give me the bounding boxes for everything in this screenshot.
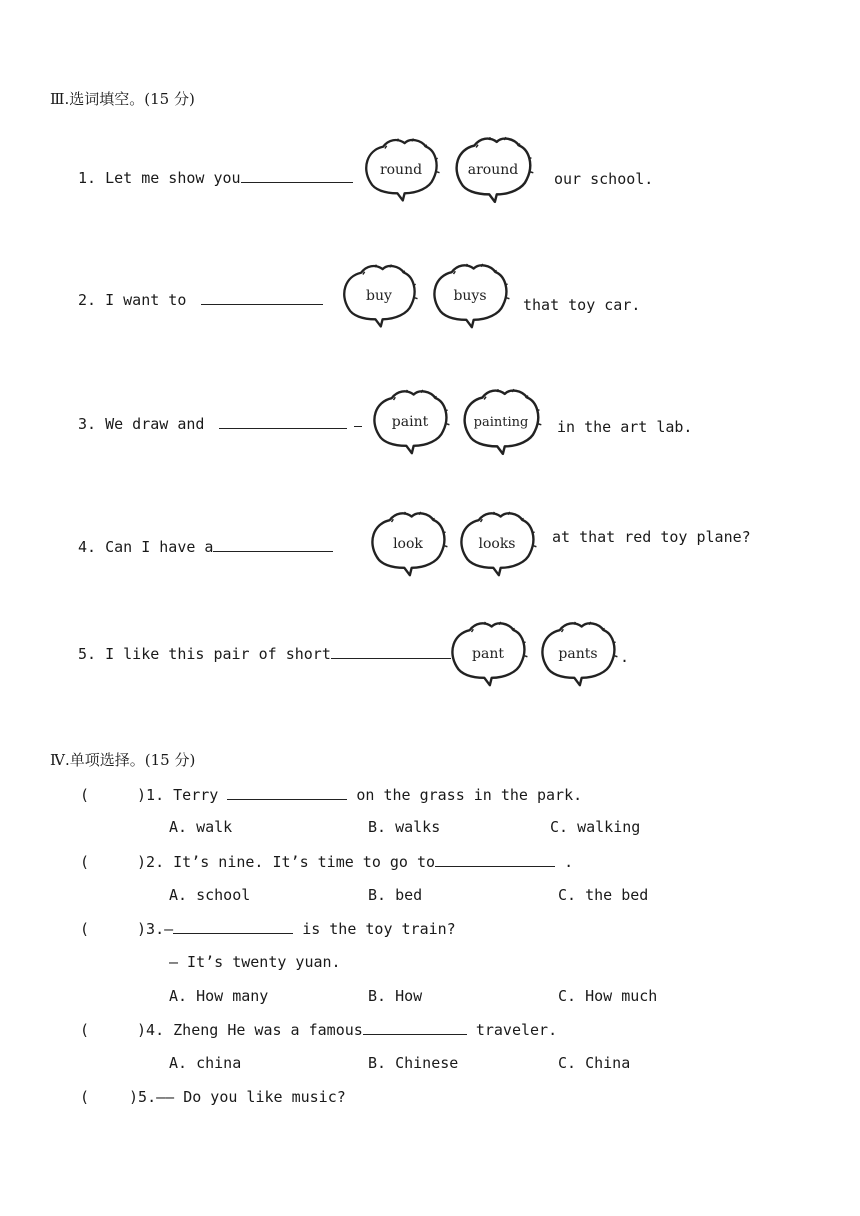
stem-before: It’s nine. It’s time to go to: [173, 853, 436, 871]
q2-option-c[interactable]: C. the bed: [558, 886, 649, 904]
answer-slot[interactable]: [89, 853, 137, 867]
paren-open: (: [80, 920, 90, 938]
paren-open: (: [80, 1088, 90, 1106]
paren-open: (: [80, 853, 90, 871]
option-label: buy: [366, 288, 392, 304]
question-number: )2.: [137, 853, 165, 871]
option-label: around: [467, 162, 519, 178]
q1-option-b[interactable]: B. walks: [368, 818, 441, 836]
fill-item-4: [78, 537, 333, 556]
q3-option-c[interactable]: C. How much: [558, 987, 658, 1005]
answer-slot[interactable]: [89, 920, 137, 934]
leaf-option-paint[interactable]: [366, 386, 454, 458]
q4-option-a[interactable]: A. china: [169, 1054, 242, 1072]
leaf-option-buy[interactable]: [336, 260, 422, 332]
option-label: look: [393, 536, 423, 552]
leaf-option-round[interactable]: [358, 134, 444, 206]
item-2-text: 2. I want to: [78, 291, 187, 309]
stem-blank[interactable]: [173, 919, 293, 934]
item-2-blank[interactable]: [201, 290, 323, 305]
item-5-after: .: [620, 648, 630, 666]
item-4-text: 4. Can I have a: [78, 538, 214, 556]
section-4-title: Ⅳ.单项选择。(15 分): [50, 751, 196, 769]
mc-question-2: [80, 852, 573, 871]
q3-reply: — It’s twenty yuan.: [169, 953, 341, 971]
mc-question-1: [80, 785, 582, 804]
stem-blank[interactable]: [435, 852, 555, 867]
item-1-text: 1. Let me show you: [78, 169, 241, 187]
leaf-option-pant[interactable]: [444, 618, 532, 690]
option-label: looks: [478, 536, 516, 552]
paren-open: (: [80, 786, 90, 804]
option-label: paint: [391, 414, 429, 430]
q1-option-c[interactable]: C. walking: [550, 818, 641, 836]
q2-option-b[interactable]: B. bed: [368, 886, 423, 904]
option-label: pant: [472, 646, 504, 662]
leaf-option-look[interactable]: [364, 508, 452, 580]
q2-option-a[interactable]: A. school: [169, 886, 251, 904]
answer-slot[interactable]: [89, 1088, 129, 1102]
option-label: pants: [558, 646, 598, 662]
mc-question-3: [80, 919, 456, 938]
answer-slot[interactable]: [89, 786, 137, 800]
leaf-option-painting[interactable]: [456, 386, 546, 458]
mc-question-5: [80, 1088, 346, 1106]
fill-item-2: [78, 290, 323, 309]
question-number: )5.——: [129, 1088, 175, 1106]
q3-option-a[interactable]: A. How many: [169, 987, 269, 1005]
option-label: round: [379, 162, 423, 178]
item-4-after: at that red toy plane?: [552, 528, 751, 546]
leaf-option-buys[interactable]: [426, 260, 514, 332]
q4-option-b[interactable]: B. Chinese: [368, 1054, 459, 1072]
item-5-blank[interactable]: [331, 644, 451, 659]
item-1-blank[interactable]: [241, 168, 353, 183]
paren-open: (: [80, 1021, 90, 1039]
item-3-blank[interactable]: [219, 414, 347, 429]
stem-after: on the grass in the park.: [356, 786, 583, 804]
stem-after: .: [564, 853, 574, 871]
question-number: )4.: [137, 1021, 165, 1039]
stem-before: Zheng He was a famous: [173, 1021, 363, 1039]
q4-option-c[interactable]: C. China: [558, 1054, 631, 1072]
stem-after: is the toy train?: [302, 920, 456, 938]
item-1-after: our school.: [554, 170, 654, 188]
stem-after: traveler.: [475, 1021, 558, 1039]
stem-blank[interactable]: [363, 1020, 467, 1035]
item-4-blank[interactable]: [213, 537, 333, 552]
q1-option-a[interactable]: A. walk: [169, 818, 233, 836]
leaf-option-looks[interactable]: [453, 508, 541, 580]
item-3-text: 3. We draw and: [78, 415, 205, 433]
stem-before: Do you like music?: [183, 1088, 346, 1106]
mc-question-4: [80, 1020, 557, 1039]
item-5-text: 5. I like this pair of short: [78, 645, 331, 663]
leaf-option-around[interactable]: [448, 134, 538, 206]
stem-before: Terry: [173, 786, 219, 804]
fill-item-3: [78, 414, 347, 433]
fill-item-5: [78, 644, 451, 663]
item-2-after: that toy car.: [523, 296, 641, 314]
dash-mark: [354, 426, 362, 427]
item-3-after: in the art lab.: [557, 418, 693, 436]
question-number: )1.: [137, 786, 165, 804]
leaf-option-pants[interactable]: [534, 618, 622, 690]
question-number: )3.—: [137, 920, 174, 938]
option-label: buys: [453, 288, 487, 304]
option-label: painting: [473, 414, 529, 430]
fill-item-1: [78, 168, 353, 187]
q3-option-b[interactable]: B. How: [368, 987, 423, 1005]
stem-blank[interactable]: [227, 785, 347, 800]
answer-slot[interactable]: [89, 1021, 137, 1035]
section-3-title: Ⅲ.选词填空。(15 分): [50, 90, 195, 108]
